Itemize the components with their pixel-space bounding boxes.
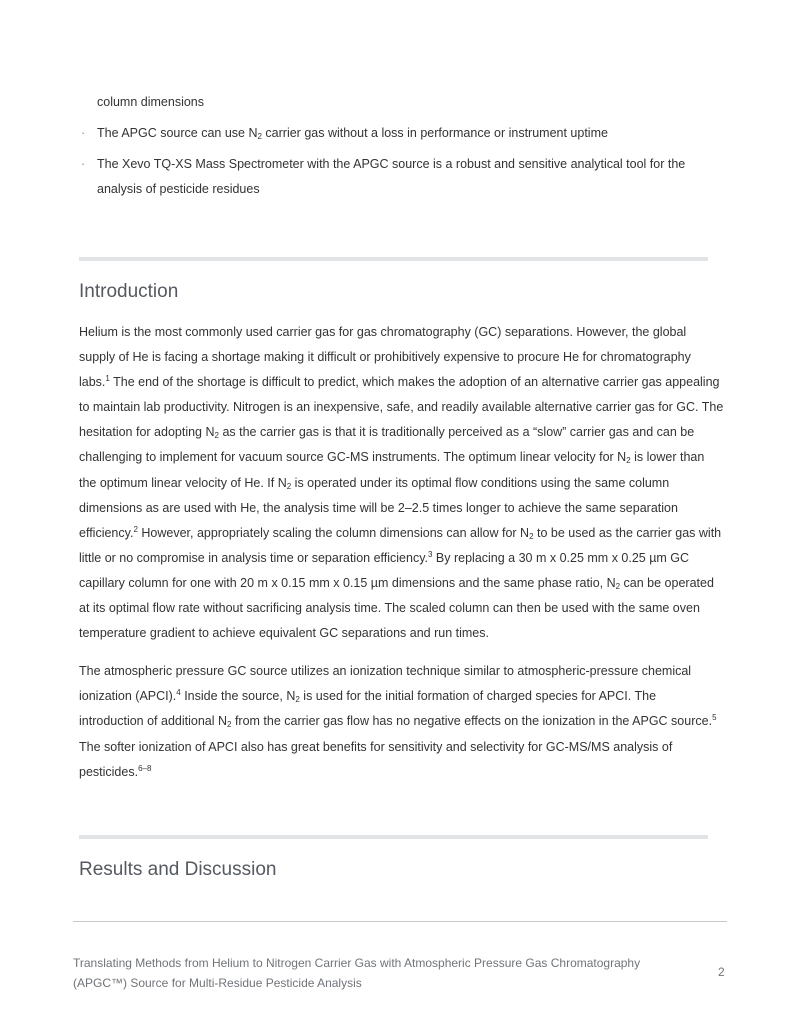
reference-superscript: 4 [176, 688, 181, 698]
footer-divider [73, 921, 727, 922]
text-run: Inside the source, N [180, 689, 296, 704]
subscript: 2 [257, 132, 262, 141]
summary-bullet-list [79, 90, 719, 202]
text-run: The softer ionization of APCI also has great benefits for sensitivity and selectivity for GC-MS/MS analysis of pesticides. [79, 739, 673, 779]
text-run: to be used as the carrier gas with little or no compromise in analysis time or separation efficiency. [79, 525, 722, 565]
reference-superscript: 2 [133, 524, 138, 534]
subscript: 2 [626, 456, 631, 466]
introduction-paragraph-1 [79, 320, 724, 646]
subscript: 2 [295, 695, 300, 705]
subscript: 2 [615, 581, 621, 591]
section-divider [79, 257, 708, 261]
bullet-item [79, 152, 719, 202]
text-run: from the carrier gas flow has no negative effects on the ionization in the APGC source. [231, 714, 713, 729]
reference-superscript: 6–8 [138, 763, 152, 773]
reference-superscript: 3 [428, 549, 433, 559]
text-run: is lower than the optimum linear velocity of He. If N [79, 450, 705, 490]
reference-superscript: 1 [105, 374, 110, 384]
page-number: 2 [718, 965, 725, 979]
text-run: The end of the shortage is difficult to predict, which makes the adoption of an alternative carrier gas appealing to maintain lab productivity. Nitrogen is an inexpensive, safe, and readily available alternative carrier gas for GC. The hesitation for adopting N [79, 375, 724, 440]
introduction-heading: Introduction [79, 281, 179, 302]
text-run: Helium is the most commonly used carrier gas for gas chromatography (GC) separations. However, the global supply of He is facing a shortage making it difficult or prohibitively expensive to procure He for chromatography labs. [79, 325, 691, 390]
text-run: as the carrier gas is that it is traditionally perceived as a “slow” carrier gas and can be challenging to implement for vacuum source GC-MS instruments. The optimum linear velocity for N [79, 425, 695, 465]
introduction-paragraph-2 [79, 659, 724, 784]
subscript: 2 [227, 720, 232, 730]
footer-document-title: Translating Methods from Helium to Nitrogen Carrier Gas with Atmospheric Pressure Gas Chromatography (APGC™) Source for Multi-Residue Pesticide Analysis [73, 956, 641, 990]
bullet-text-pre: The APGC source can use N [97, 126, 258, 140]
bullet-continuation: column dimensions [97, 95, 204, 109]
results-heading: Results and Discussion [79, 859, 277, 880]
text-run: However, appropriately scaling the column dimensions can allow for N [137, 525, 530, 540]
bullet-text-post: carrier gas without a loss in performance or instrument uptime [261, 126, 608, 140]
text-run: can be operated at its optimal flow rate without sacrificing analysis time. The scaled column can then be used with the same oven temperature gradient to achieve equivalent GC separations and run times. [79, 575, 714, 641]
subscript: 2 [214, 431, 219, 441]
subscript: 2 [529, 531, 534, 541]
subscript: 2 [286, 481, 292, 491]
section-divider [79, 835, 708, 839]
bullet-item [79, 121, 719, 146]
text-run: By replacing a 30 m x 0.25 mm x 0.25 µm GC capillary column for one with 20 m x 0.15 mm x 0.15 µm dimensions and the same phase ratio, N [79, 550, 690, 590]
bullet-marker: · [81, 126, 86, 140]
reference-superscript: 5 [712, 713, 717, 723]
introduction-body [79, 320, 724, 785]
text-run: is operated under its optimal flow conditions using the same column dimensions as are used with He, the analysis time will be 2–2.5 times longer to achieve the same separation efficiency. [79, 475, 678, 540]
text-run: The atmospheric pressure GC source utilizes an ionization technique similar to atmospheric-pressure chemical ionization (APCI). [79, 664, 692, 704]
bullet-text: The Xevo TQ-XS Mass Spectrometer with the APGC source is a robust and sensitive analytical tool for the analysis of pesticide residues [97, 157, 686, 196]
text-run: is used for the initial formation of charged species for APCI. The introduction of additional N [79, 689, 657, 729]
bullet-marker: · [81, 157, 86, 171]
